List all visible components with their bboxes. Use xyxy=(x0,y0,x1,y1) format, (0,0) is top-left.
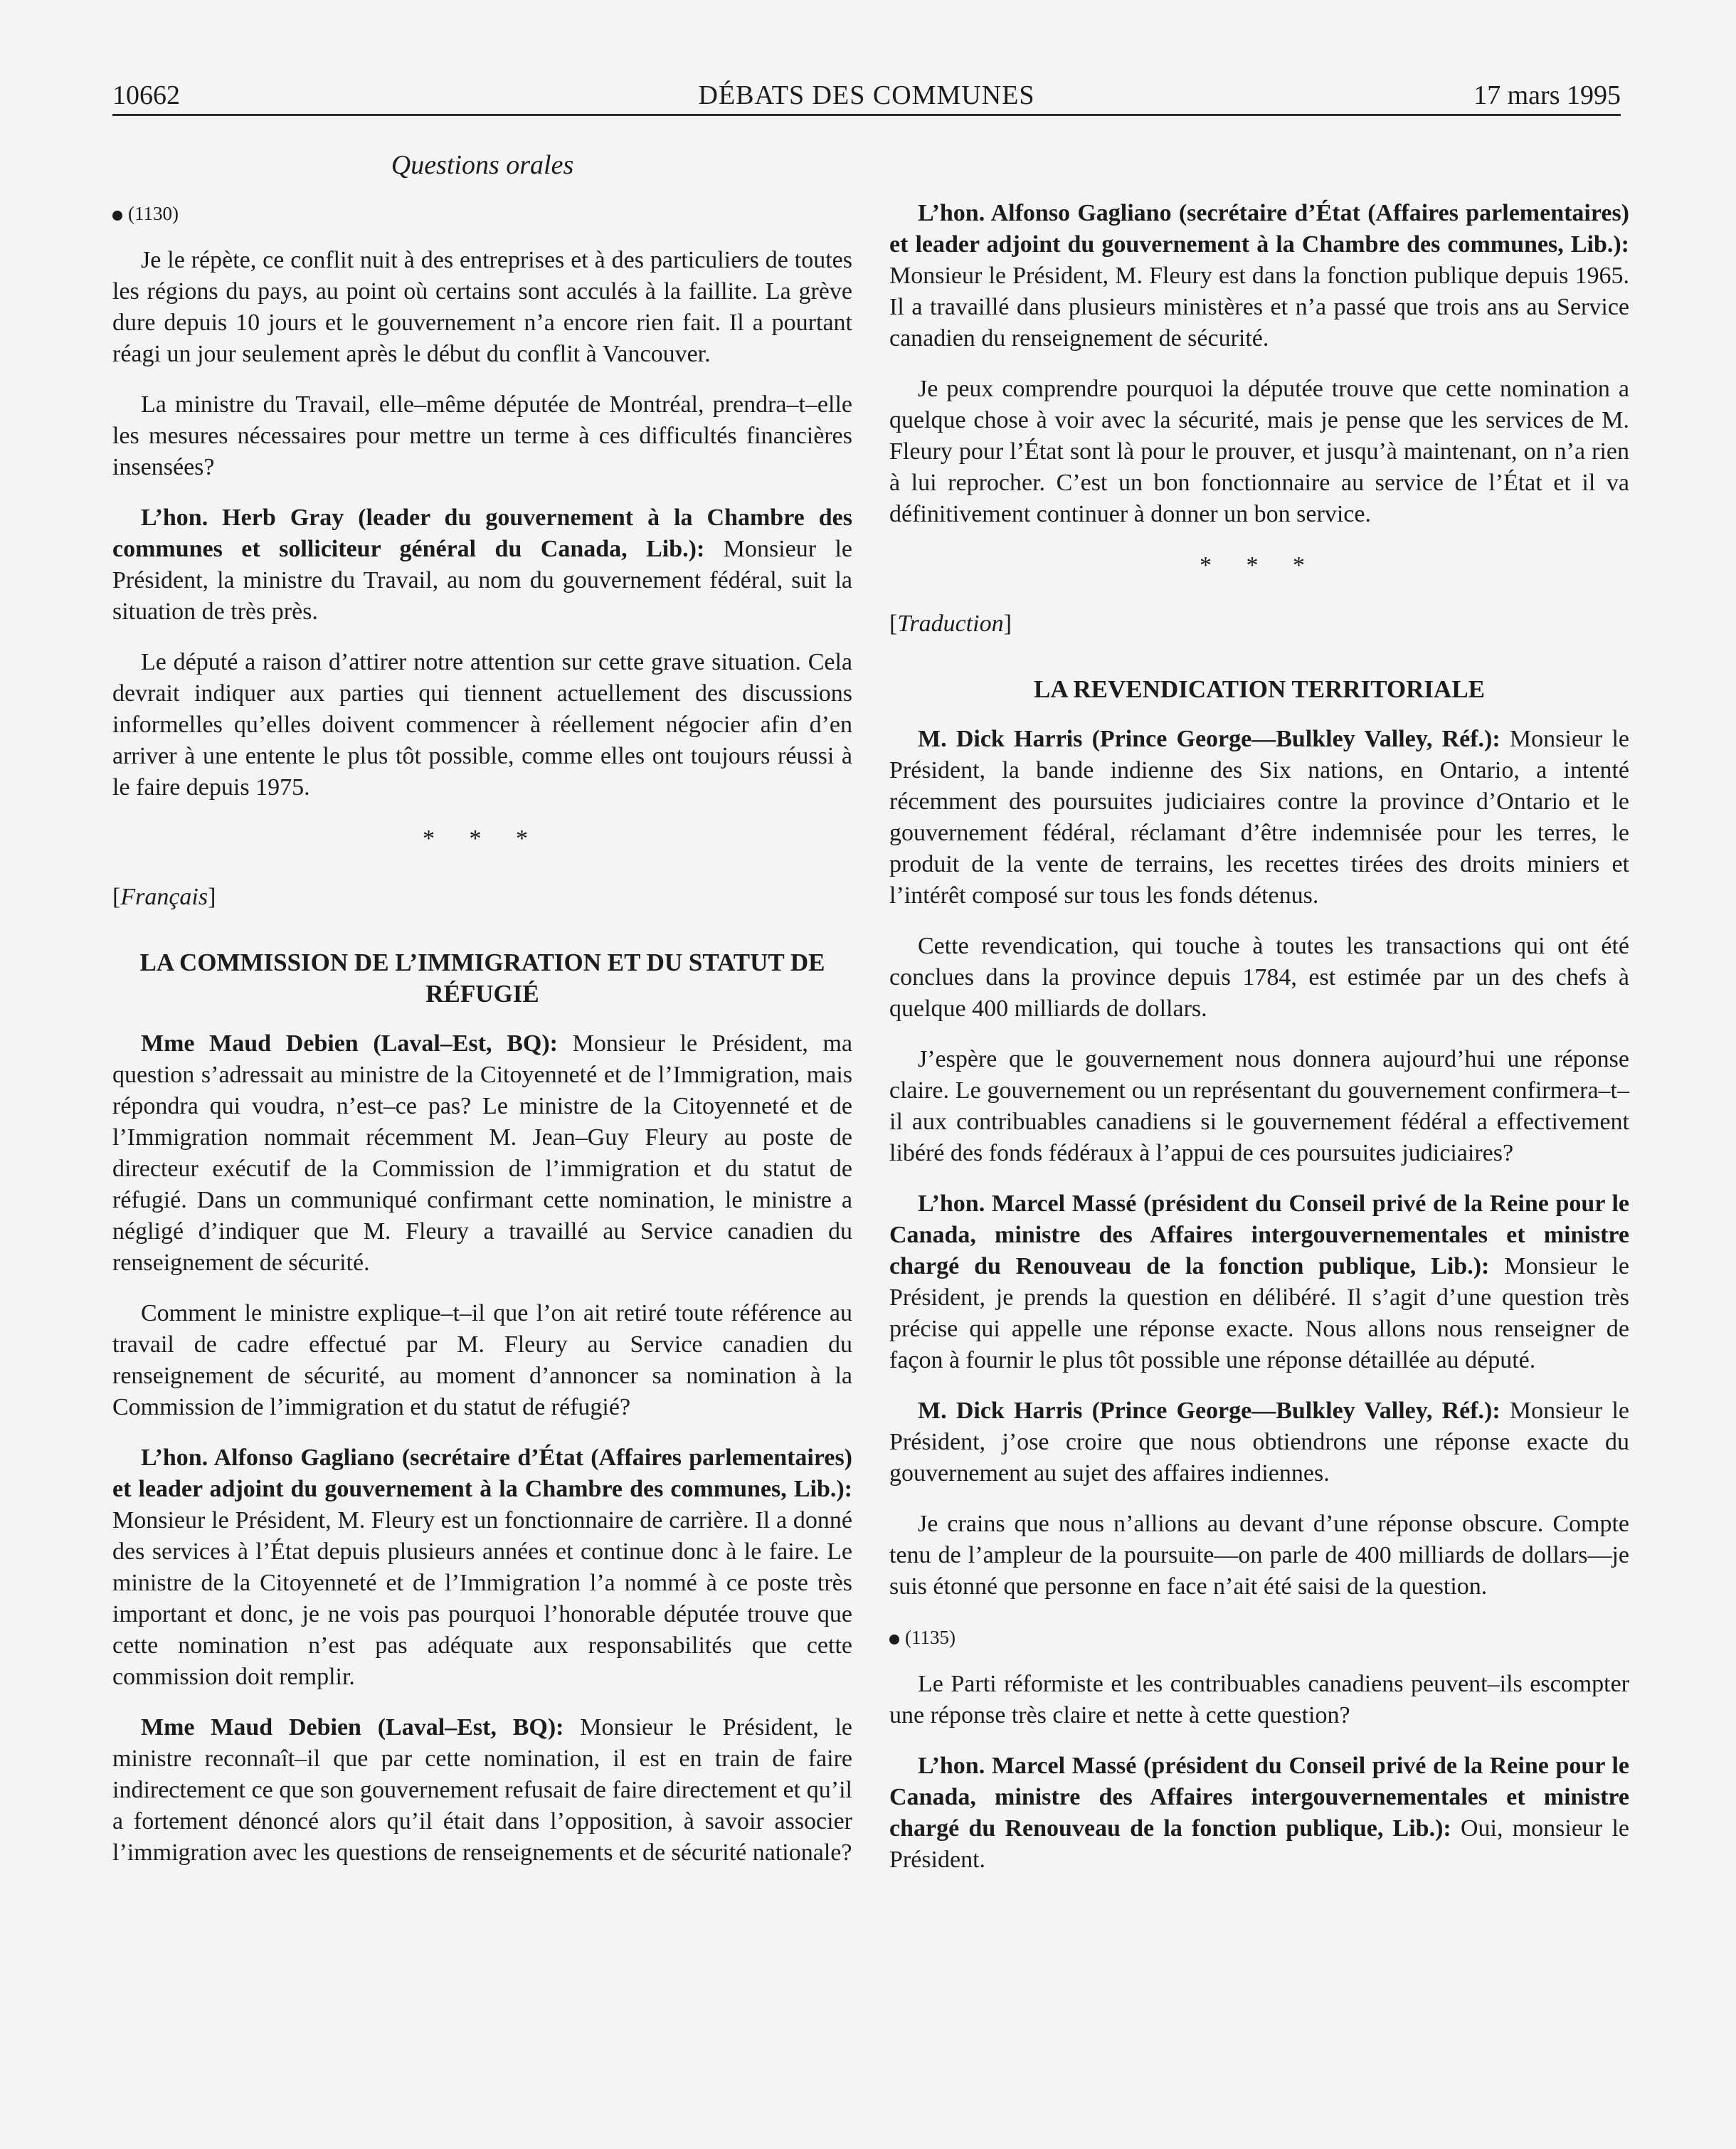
paragraph: Je crains que nous n’allions au devant d’une réponse obscure. Compte tenu de l’ampleur de la poursuite—on parle de 400 milliards de dollars—je suis étonné que personne en face n’ait été saisi de la question. xyxy=(889,1511,1629,1600)
speech-paragraph xyxy=(112,1712,852,1869)
speech-text: Monsieur le Président, M. Fleury est un fonctionnaire de carrière. Il a donné des services à l’État depuis plusieurs années et continue donc à le faire. Le ministre de la Citoyenneté et de l’Immigration l’a nommé à ce poste très important et donc, je ne vois pas pourquoi l’honorable députée trouve que cette nomination n’est pas adéquate aux responsabilités que cette commission doit remplir. xyxy=(112,1507,852,1690)
speech-text: Monsieur le Président, la bande indienne des Six nations, en Ontario, a intenté récemment des poursuites judiciaires contre la province d’Ontario et le gouvernement fédéral, réclamant d’être indemnisée pour les terres, le produit de la vente de terrains, les recettes tirées des droits miniers et l’intérêt composé sur tous les fonds détenus. xyxy=(889,726,1629,909)
speech-paragraph xyxy=(889,198,1629,354)
section-heading: LA REVENDICATION TERRITORIALE xyxy=(1033,675,1486,703)
page-header xyxy=(112,74,1621,117)
paragraph: Comment le ministre explique–t–il que l’on ait retiré toute référence au travail de cadre effectué par M. Fleury au Service canadien du renseignement de sécurité, au moment d’annoncer sa nomination à la Commission de l’immigration et du statut de réfugié? xyxy=(112,1300,852,1420)
language-tag: [Traduction] xyxy=(889,611,1012,637)
time-marker-text: (1135) xyxy=(905,1627,956,1648)
speech-text: Monsieur le Président, je prends la question en délibéré. Il s’agit d’une question très précise qui appelle une réponse exacte. Nous allons nous renseigner de façon à fournir le plus tôt possible une réponse détaillée au député. xyxy=(889,1253,1629,1373)
speaker-name: L’hon. Marcel Massé (président du Conseil privé de la Reine pour le Canada, ministre des Affaires intergouvernementales et ministre chargé du Renouveau de la fonction publique, Lib.): xyxy=(889,1753,1629,1842)
paragraph: Le député a raison d’attirer notre attention sur cette grave situation. Cela devrait indiquer aux parties qui tiennent actuellement des discussions informelles qu’elles doivent commencer à réellement négocier afin d’en arriver à une entente le plus tôt possible, comme elles ont toujours réussi à le faire depuis 1975. xyxy=(112,649,852,801)
speech-paragraph xyxy=(889,1395,1629,1489)
speaker-name: M. Dick Harris (Prince George—Bulkley Valley, Réf.): xyxy=(918,726,1501,752)
paragraph: La ministre du Travail, elle–même députée de Montréal, prendra–t–elle les mesures nécessaires pour mettre un terme à ces difficultés financières insensées? xyxy=(112,391,852,480)
speaker-name: Mme Maud Debien (Laval–Est, BQ): xyxy=(141,1714,564,1741)
speaker-name: M. Dick Harris (Prince George—Bulkley Valley, Réf.): xyxy=(918,1398,1501,1424)
paragraph: Je le répète, ce conflit nuit à des entreprises et à des particuliers de toutes les régions du pays, au point où certains sont acculés à la faillite. La grève dure depuis 10 jours et le gouvernement n’a encore rien fait. Il a pourtant réagi un jour seulement après le début du conflit à Vancouver. xyxy=(112,247,852,367)
speaker-name: L’hon. Alfonso Gagliano (secrétaire d’État (Affaires parlementaires) et leader adjoint du gouvernement à la Chambre des communes, Lib.): xyxy=(889,200,1629,258)
bullet-icon xyxy=(889,1635,899,1644)
speech-text: Monsieur le Président, j’ose croire que nous obtiendrons une réponse exacte du gouvernement au sujet des affaires indiennes. xyxy=(889,1398,1629,1487)
speech-text: Oui, monsieur le Président. xyxy=(889,1815,1629,1873)
section-label: Questions orales xyxy=(391,150,574,180)
speech-paragraph xyxy=(889,1188,1629,1376)
page-date: 17 mars 1995 xyxy=(1473,80,1621,110)
paragraph: Le Parti réformiste et les contribuables canadiens peuvent–ils escompter une réponse très claire et nette à cette question? xyxy=(889,1671,1629,1728)
speech-paragraph xyxy=(889,1751,1629,1876)
left-column xyxy=(112,198,852,1888)
language-tag-text: Français xyxy=(120,884,208,910)
section-separator: * * * xyxy=(423,825,542,852)
right-column xyxy=(889,198,1629,1895)
speech-paragraph xyxy=(112,1028,852,1279)
paragraph: Cette revendication, qui touche à toutes les transactions qui ont été conclues dans la province depuis 1784, est estimée par un des chefs à quelque 400 milliards de dollars. xyxy=(889,933,1629,1022)
speaker-name: L’hon. Herb Gray (leader du gouvernement à la Chambre des communes et solliciteur général du Canada, Lib.): xyxy=(112,505,852,562)
time-marker-text: (1130) xyxy=(128,203,179,224)
speech-text: Monsieur le Président, M. Fleury est dans la fonction publique depuis 1965. Il a travaillé dans plusieurs ministères et n’a passé que trois ans au Service canadien du renseignement de sécurité. xyxy=(889,263,1629,352)
language-tag-text: Traduction xyxy=(897,611,1004,637)
speaker-name: L’hon. Marcel Massé (président du Conseil privé de la Reine pour le Canada, ministre des Affaires intergouvernementales et ministre chargé du Renouveau de la fonction publique, Lib.): xyxy=(889,1190,1629,1279)
speech-paragraph xyxy=(889,724,1629,912)
section-heading: LA COMMISSION DE L’IMMIGRATION ET DU STATUT DE RÉFUGIÉ xyxy=(139,949,825,1008)
header-rule xyxy=(112,114,1621,116)
speech-text: Monsieur le Président, ma question s’adressait au ministre de la Citoyenneté et de l’Immigration, mais répondra qui voudra, n’est–ce pas? Le ministre de la Citoyenneté et de l’Immigration nommait récemment M. Jean–Guy Fleury au poste de directeur exécutif de la Commission de l’immigration et du statut de réfugié. Dans un communiqué confirmant cette nomination, le ministre a négligé d’indiquer que M. Fleury a travaillé au Service canadien du renseignement de sécurité. xyxy=(112,1030,853,1276)
language-tag: [Français] xyxy=(112,884,216,910)
speech-text: Monsieur le Président, la ministre du Travail, au nom du gouvernement fédéral, suit la situation de très près. xyxy=(112,536,852,625)
section-separator: * * * xyxy=(1200,552,1319,579)
speech-text: Monsieur le Président, le ministre reconnaît–il que par cette nomination, il est en train de faire indirectement ce que son gouvernement refusait de faire directement et qu’il a fortement dénoncé alors qu’il était dans l’opposition, à savoir associer l’immigration avec les questions de renseignements et de sécurité nationale? xyxy=(112,1714,853,1866)
time-marker xyxy=(112,198,852,229)
speaker-name: Mme Maud Debien (Laval–Est, BQ): xyxy=(141,1030,558,1057)
speaker-name: L’hon. Alfonso Gagliano (secrétaire d’État (Affaires parlementaires) et leader adjoint du gouvernement à la Chambre des communes, Lib.): xyxy=(112,1445,852,1502)
speech-paragraph xyxy=(112,502,852,628)
speech-paragraph xyxy=(112,1442,852,1693)
page-number: 10662 xyxy=(112,80,180,110)
paragraph: Je peux comprendre pourquoi la députée trouve que cette nomination a quelque chose à voir avec la sécurité, mais je pense que les services de M. Fleury pour l’État sont là pour le prouver, et jusqu’à maintenant, on n’a rien à lui reprocher. C’est un bon fonctionnaire au service de l’État et il va définitivement continuer à donner un bon service. xyxy=(889,376,1629,527)
bullet-icon xyxy=(112,211,122,221)
publication-title: DÉBATS DES COMMUNES xyxy=(698,80,1035,110)
paragraph: J’espère que le gouvernement nous donnera aujourd’hui une réponse claire. Le gouvernement ou un représentant du gouvernement confirmera–t–il aux contribuables canadiens si le gouvernement fédéral a effectivement libéré des fonds fédéraux à l’appui de ces poursuites judiciaires? xyxy=(889,1046,1629,1166)
time-marker xyxy=(889,1622,1629,1653)
